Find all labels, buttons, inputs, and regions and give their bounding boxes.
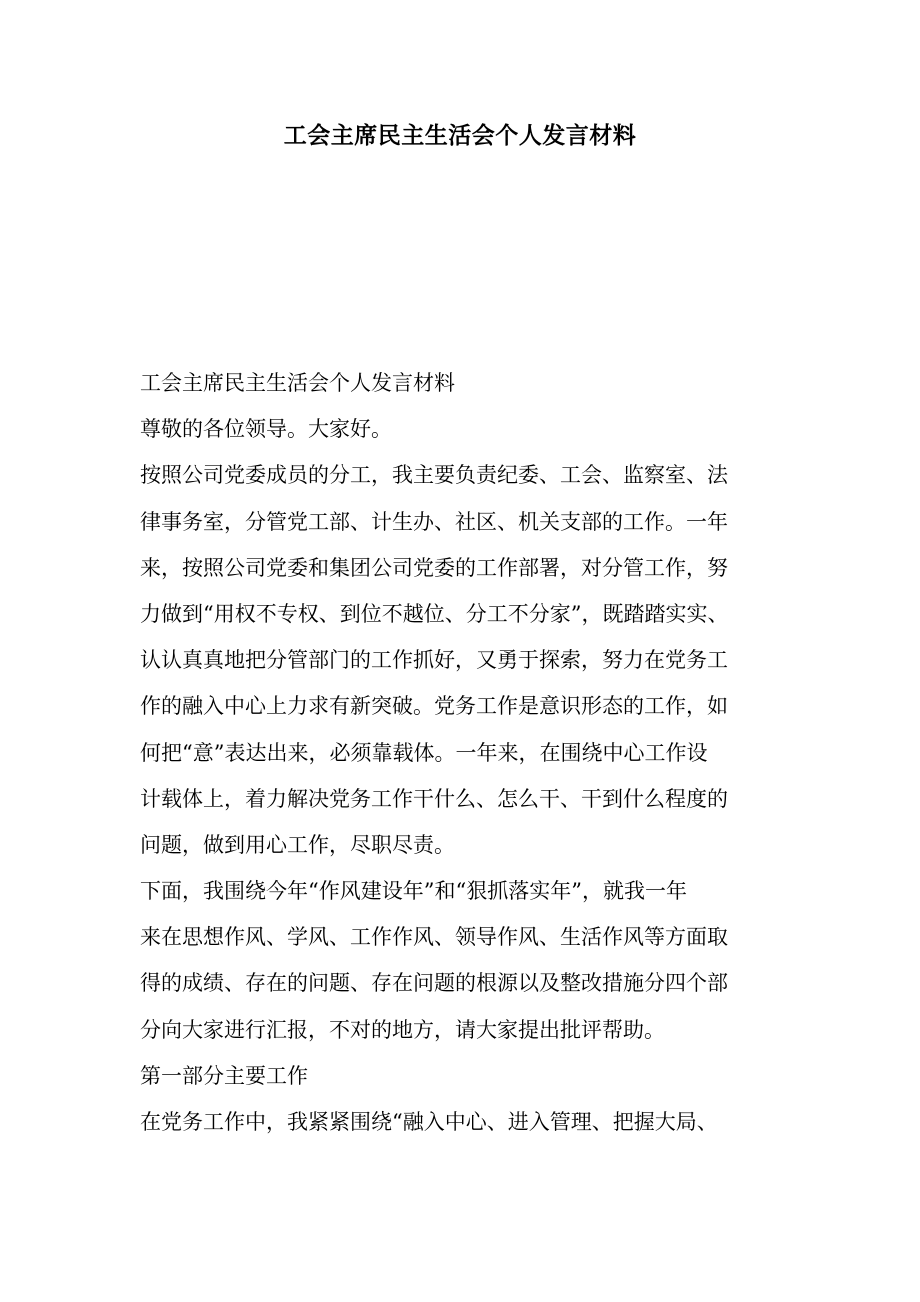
body-line: 作的融入中心上力求有新突破。党务工作是意识形态的工作，如 — [140, 694, 728, 719]
body-line: 来，按照公司党委和集团公司党委的工作部署，对分管工作，努 — [140, 555, 728, 580]
body-line: 按照公司党委成员的分工，我主要负责纪委、工会、监察室、法 — [140, 463, 728, 488]
body-line: 认认真真地把分管部门的工作抓好，又勇于探索，努力在党务工 — [140, 648, 728, 673]
body-line: 力做到“用权不专权、到位不越位、分工不分家”，既踏踏实实、 — [140, 601, 729, 626]
body-line: 问题，做到用心工作，尽职尽责。 — [140, 832, 455, 857]
body-line: 律事务室，分管党工部、计生办、社区、机关支部的工作。一年 — [140, 509, 728, 534]
body-line: 何把“意”表达出来，必须靠载体。一年来，在围绕中心工作设 — [140, 740, 708, 765]
document-title: 工会主席民主生活会个人发言材料 — [283, 122, 637, 149]
body-line: 计载体上，着力解决党务工作干什么、怎么干、干到什么程度的 — [140, 786, 728, 811]
body-line: 工会主席民主生活会个人发言材料 — [140, 371, 455, 395]
body-line: 分向大家进行汇报，不对的地方，请大家提出批评帮助。 — [140, 1017, 665, 1042]
body-line: 得的成绩、存在的问题、存在问题的根源以及整改措施分四个部 — [140, 971, 728, 996]
body-line: 下面，我围绕今年“作风建设年”和“狠抓落实年”，就我一年 — [140, 879, 687, 904]
body-line: 在党务工作中，我紧紧围绕“融入中心、进入管理、把握大局、 — [140, 1110, 718, 1134]
body-line: 来在思想作风、学风、工作作风、领导作风、生活作风等方面取 — [140, 925, 728, 950]
body-line: 第一部分主要工作 — [140, 1063, 308, 1088]
body-line: 尊敬的各位领导。大家好。 — [140, 417, 392, 442]
document-body — [140, 360, 800, 1145]
